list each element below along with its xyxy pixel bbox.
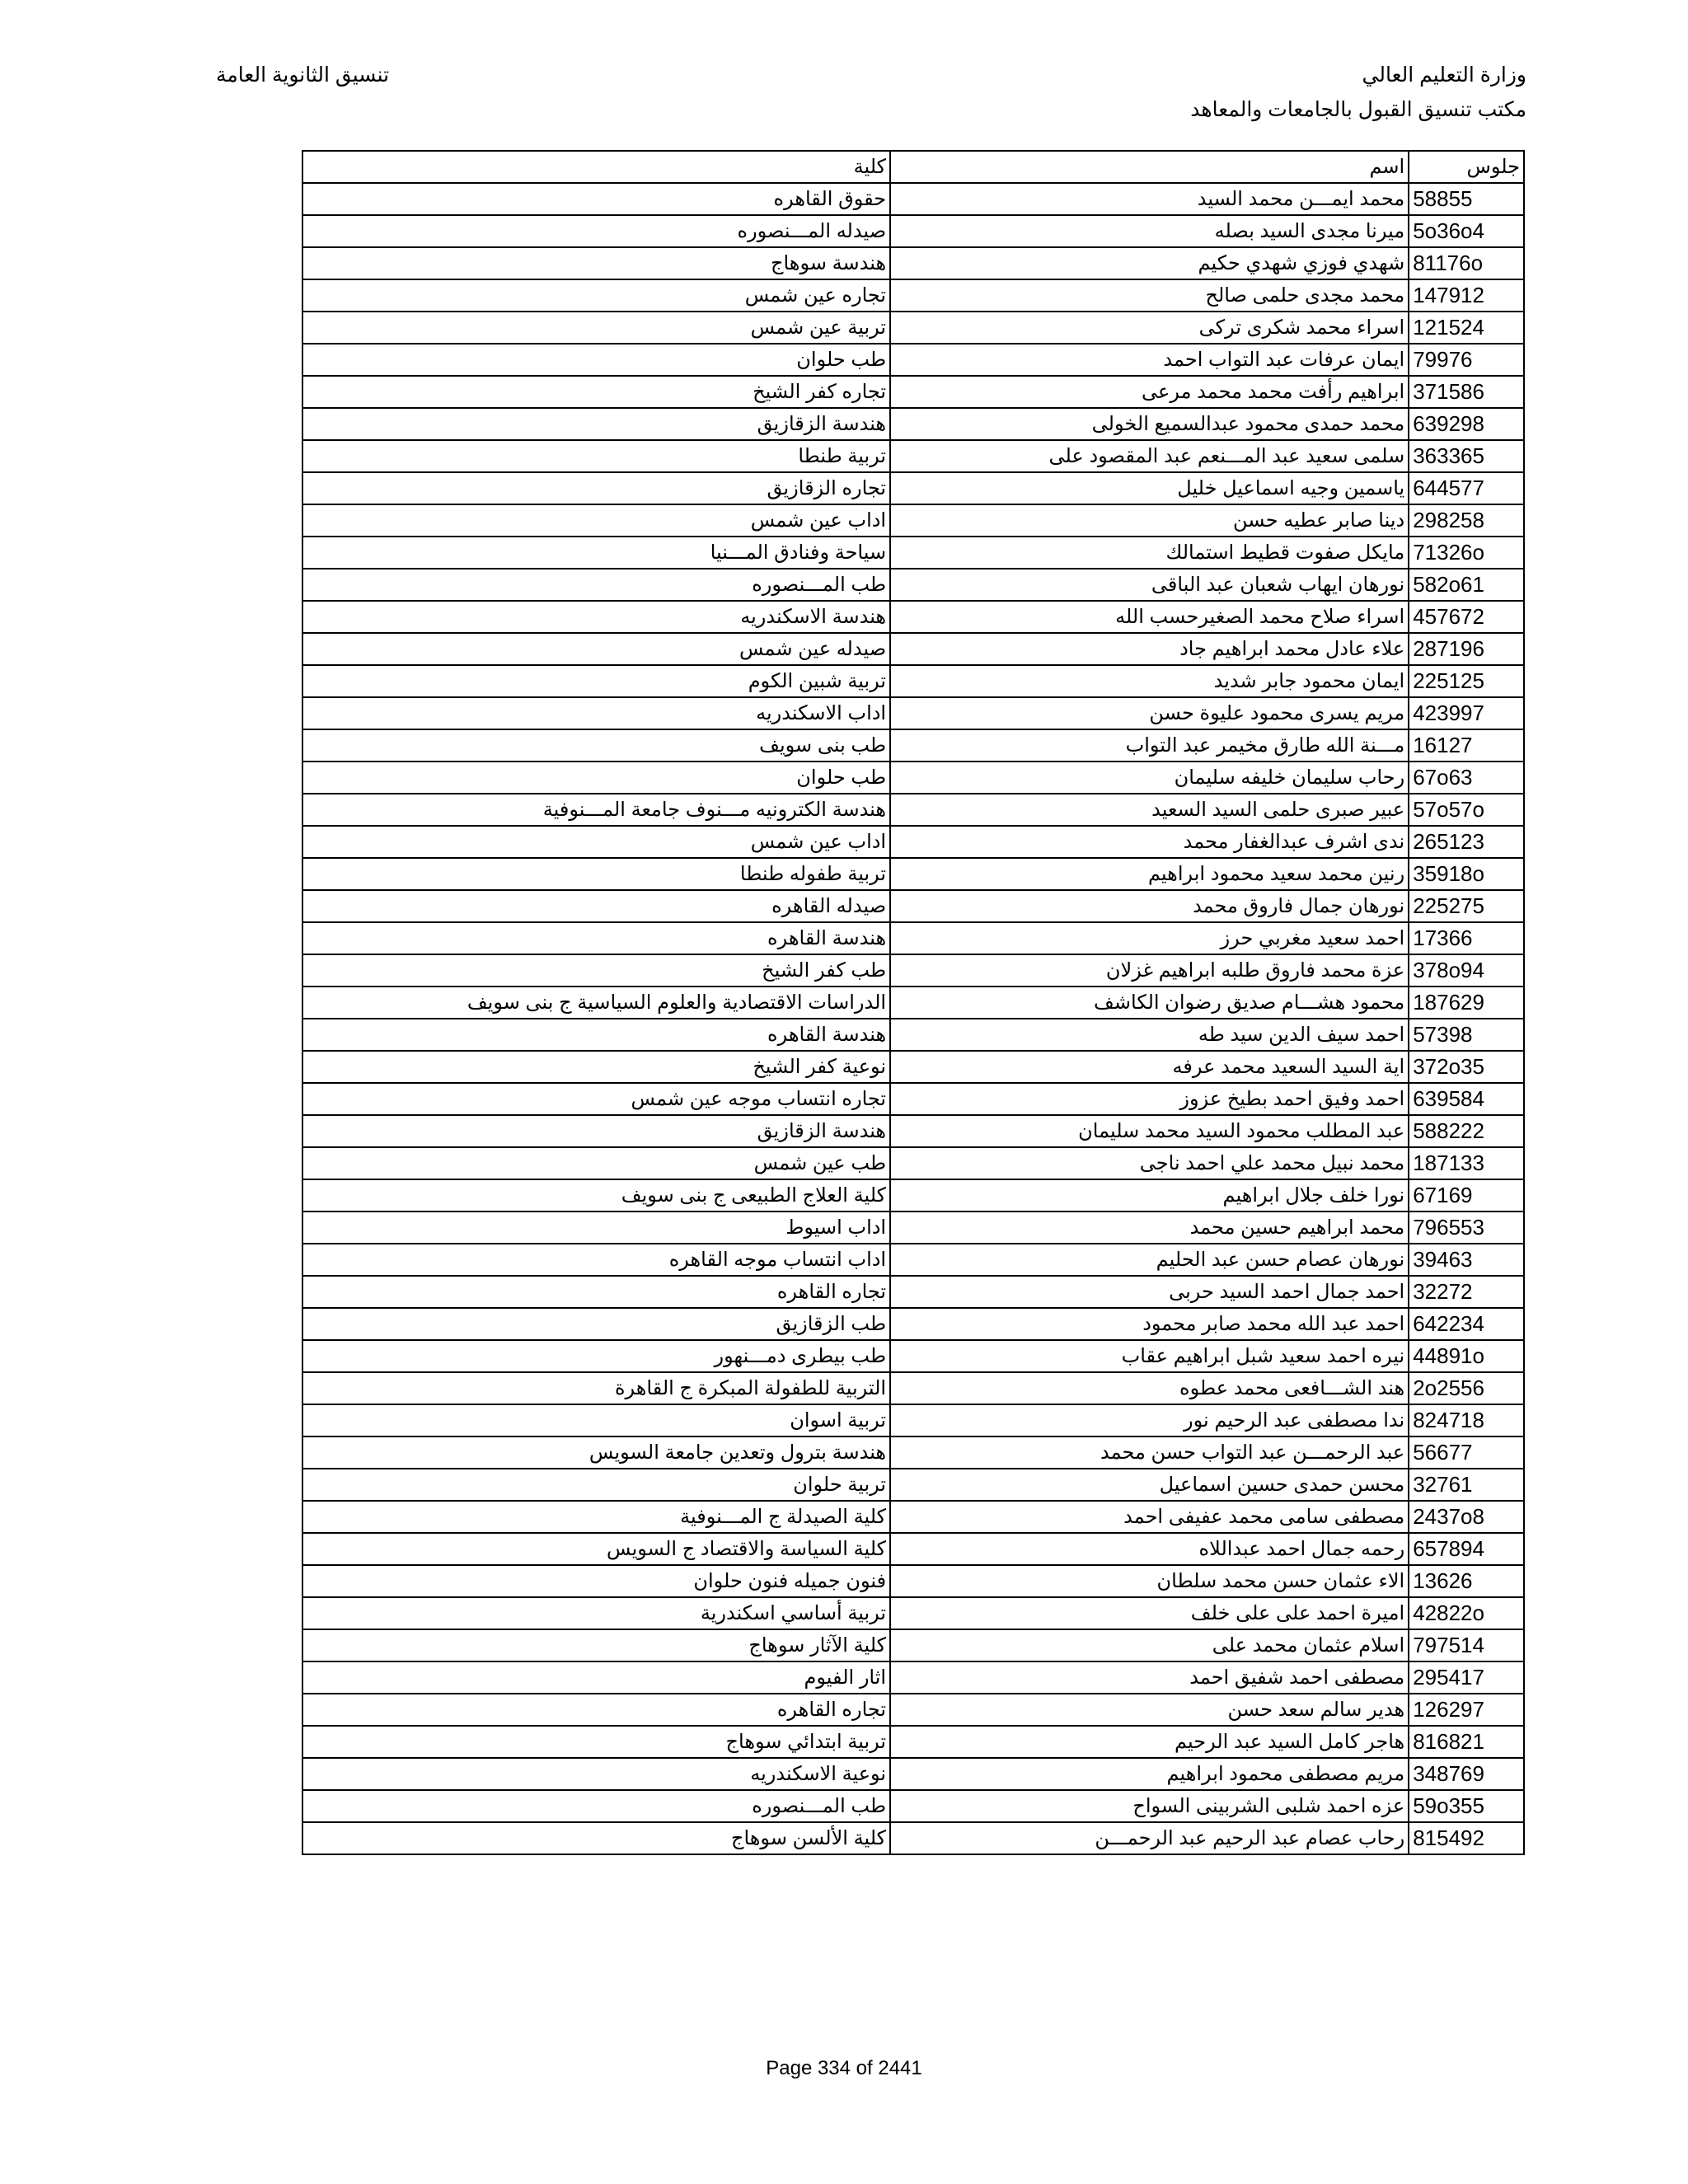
ministry-title: وزارة التعليم العالي — [1362, 63, 1526, 87]
table-row — [302, 1372, 1524, 1404]
student-name-cell: رحمه جمال احمد عبداللاه — [890, 1533, 1409, 1565]
student-name-cell: علاء عادل محمد ابراهيم جاد — [890, 633, 1409, 665]
seat-number-cell: 79976 — [1409, 344, 1524, 376]
faculty-cell: طب الزقازيق — [302, 1308, 890, 1340]
faculty-cell: تربية طنطا — [302, 440, 890, 472]
coordination-title: تنسيق الثانوية العامة — [216, 63, 390, 87]
table-row — [302, 729, 1524, 762]
seat-number-cell: 32272 — [1409, 1276, 1524, 1308]
student-name-cell: سلمى سعيد عبد المـــنعم عبد المقصود على — [890, 440, 1409, 472]
faculty-cell: تربية أساسي اسكندرية — [302, 1597, 890, 1629]
seat-number-cell: 67o63 — [1409, 762, 1524, 794]
faculty-cell: تجاره كفر الشيخ — [302, 376, 890, 408]
faculty-cell: تربية شبين الكوم — [302, 665, 890, 697]
student-name-cell: ميرنا مجدى السيد بصله — [890, 215, 1409, 247]
student-name-cell: عبد المطلب محمود السيد محمد سليمان — [890, 1115, 1409, 1147]
student-name-cell: مصطفى سامى محمد عفيفى احمد — [890, 1501, 1409, 1533]
seat-number-cell: 378o94 — [1409, 954, 1524, 987]
seat-number-cell: 81176o — [1409, 247, 1524, 279]
table-row — [302, 569, 1524, 601]
table-row — [302, 504, 1524, 537]
table-row — [302, 1436, 1524, 1469]
seat-number-cell: 32761 — [1409, 1469, 1524, 1501]
office-title: مكتب تنسيق القبول بالجامعات والمعاهد — [1190, 98, 1526, 121]
seat-number-cell: 639584 — [1409, 1083, 1524, 1115]
student-name-cell: احمد وفيق احمد بطيخ عزوز — [890, 1083, 1409, 1115]
seat-number-cell: 363365 — [1409, 440, 1524, 472]
seat-number-cell: 824718 — [1409, 1404, 1524, 1436]
faculty-cell: طب عين شمس — [302, 1147, 890, 1179]
faculty-cell: كلية العلاج الطبيعى ج بنى سويف — [302, 1179, 890, 1212]
faculty-cell: طب حلوان — [302, 762, 890, 794]
table-row — [302, 890, 1524, 922]
table-row — [302, 665, 1524, 697]
seat-number-cell: 298258 — [1409, 504, 1524, 537]
seat-number-cell: 13626 — [1409, 1565, 1524, 1597]
student-name-cell: احمد سعيد مغربي حرز — [890, 922, 1409, 954]
seat-number-cell: 16127 — [1409, 729, 1524, 762]
student-name-cell: احمد عبد الله محمد صابر محمود — [890, 1308, 1409, 1340]
student-name-cell: محمد نبيل محمد علي احمد ناجى — [890, 1147, 1409, 1179]
student-name-cell: محمد ابراهيم حسين محمد — [890, 1212, 1409, 1244]
student-name-cell: محسن حمدى حسين اسماعيل — [890, 1469, 1409, 1501]
faculty-cell: تربية حلوان — [302, 1469, 890, 1501]
seat-number-cell: 225125 — [1409, 665, 1524, 697]
table-row — [302, 1276, 1524, 1308]
table-row — [302, 697, 1524, 729]
faculty-cell: هندسة الكترونيه مـــنوف جامعة المـــنوفية — [302, 794, 890, 826]
seat-number-cell: 39463 — [1409, 1244, 1524, 1276]
faculty-cell: طب بيطرى دمـــنهور — [302, 1340, 890, 1372]
seat-number-cell: 67169 — [1409, 1179, 1524, 1212]
table-row — [302, 440, 1524, 472]
table-row — [302, 1533, 1524, 1565]
faculty-cell: حقوق القاهره — [302, 183, 890, 215]
table-row — [302, 1661, 1524, 1694]
faculty-cell: هندسة الاسكندريه — [302, 601, 890, 633]
seat-number-cell: 187133 — [1409, 1147, 1524, 1179]
seat-number-cell: 657894 — [1409, 1533, 1524, 1565]
faculty-cell: صيدله عين شمس — [302, 633, 890, 665]
faculty-cell: التربية للطفولة المبكرة ج القاهرة — [302, 1372, 890, 1404]
faculty-cell: تربية طفوله طنطا — [302, 858, 890, 890]
seat-number-cell: 17366 — [1409, 922, 1524, 954]
seat-number-cell: 225275 — [1409, 890, 1524, 922]
seat-number-cell: 287196 — [1409, 633, 1524, 665]
student-name-cell: مـــنة الله طارق مخيمر عبد التواب — [890, 729, 1409, 762]
student-name-cell: هاجر كامل السيد عبد الرحيم — [890, 1726, 1409, 1758]
student-name-cell: مريم يسرى محمود عليوة حسن — [890, 697, 1409, 729]
student-name-cell: هند الشـــافعى محمد عطوه — [890, 1372, 1409, 1404]
student-name-cell: احمد جمال احمد السيد حربى — [890, 1276, 1409, 1308]
seat-number-cell: 371586 — [1409, 376, 1524, 408]
table-row — [302, 1340, 1524, 1372]
faculty-cell: اثار الفيوم — [302, 1661, 890, 1694]
faculty-cell: تجاره الزقازيق — [302, 472, 890, 504]
faculty-cell: هندسة سوهاج — [302, 247, 890, 279]
faculty-cell: اداب انتساب موجه القاهره — [302, 1244, 890, 1276]
faculty-cell: كلية السياسة والاقتصاد ج السويس — [302, 1533, 890, 1565]
student-name-cell: مايكل صفوت قطيط استمالك — [890, 537, 1409, 569]
faculty-cell: هندسة الزقازيق — [302, 1115, 890, 1147]
faculty-cell: طب بنى سويف — [302, 729, 890, 762]
seat-number-cell: 57398 — [1409, 1019, 1524, 1051]
student-name-cell: ايمان عرفات عبد التواب احمد — [890, 344, 1409, 376]
student-name-cell: نورا خلف جلال ابراهيم — [890, 1179, 1409, 1212]
student-name-cell: محمود هشـــام صديق رضوان الكاشف — [890, 987, 1409, 1019]
page-number: Page 334 of 2441 — [766, 2057, 922, 2079]
header-seat: جلوس — [1409, 151, 1524, 183]
faculty-cell: طب كفر الشيخ — [302, 954, 890, 987]
faculty-cell: فنون جميله فنون حلوان — [302, 1565, 890, 1597]
seat-number-cell: 2o2556 — [1409, 1372, 1524, 1404]
student-name-cell: اية السيد السعيد محمد عرفه — [890, 1051, 1409, 1083]
faculty-cell: تجاره انتساب موجه عين شمس — [302, 1083, 890, 1115]
table-row — [302, 826, 1524, 858]
faculty-cell: صيدله المـــنصوره — [302, 215, 890, 247]
faculty-cell: هندسة الزقازيق — [302, 408, 890, 440]
student-name-cell: نورهان جمال فاروق محمد — [890, 890, 1409, 922]
table-row — [302, 1147, 1524, 1179]
roster-table — [302, 150, 1525, 1855]
seat-number-cell: 588222 — [1409, 1115, 1524, 1147]
table-row — [302, 344, 1524, 376]
table-row — [302, 408, 1524, 440]
seat-number-cell: 457672 — [1409, 601, 1524, 633]
student-name-cell: اسراء صلاح محمد الصغيرحسب الله — [890, 601, 1409, 633]
student-name-cell: عزه احمد شلبى الشربينى السواح — [890, 1790, 1409, 1822]
table-row — [302, 1404, 1524, 1436]
student-name-cell: رنين محمد سعيد محمود ابراهيم — [890, 858, 1409, 890]
faculty-cell: صيدله القاهره — [302, 890, 890, 922]
table-row — [302, 794, 1524, 826]
seat-number-cell: 423997 — [1409, 697, 1524, 729]
table-row — [302, 215, 1524, 247]
student-name-cell: مصطفى احمد شفيق احمد — [890, 1661, 1409, 1694]
faculty-cell: طب المـــنصوره — [302, 569, 890, 601]
seat-number-cell: 642234 — [1409, 1308, 1524, 1340]
student-name-cell: نورهان عصام حسن عبد الحليم — [890, 1244, 1409, 1276]
faculty-cell: هندسة بترول وتعدين جامعة السويس — [302, 1436, 890, 1469]
faculty-cell: طب حلوان — [302, 344, 890, 376]
table-row — [302, 279, 1524, 312]
student-name-cell: ابراهيم رأفت محمد محمد مرعى — [890, 376, 1409, 408]
table-row — [302, 1726, 1524, 1758]
student-name-cell: شهدي فوزي شهدي حكيم — [890, 247, 1409, 279]
seat-number-cell: 147912 — [1409, 279, 1524, 312]
faculty-cell: تجاره القاهره — [302, 1276, 890, 1308]
faculty-cell: الدراسات الاقتصادية والعلوم السياسية ج بنى سويف — [302, 987, 890, 1019]
table-row — [302, 247, 1524, 279]
table-row — [302, 1469, 1524, 1501]
student-name-cell: محمد حمدى محمود عبدالسميع الخولى — [890, 408, 1409, 440]
faculty-cell: كلية الصيدلة ج المـــنوفية — [302, 1501, 890, 1533]
table-row — [302, 1565, 1524, 1597]
table-row — [302, 1019, 1524, 1051]
faculty-cell: تجاره عين شمس — [302, 279, 890, 312]
seat-number-cell: 44891o — [1409, 1340, 1524, 1372]
seat-number-cell: 295417 — [1409, 1661, 1524, 1694]
table-row — [302, 537, 1524, 569]
roster-table-container — [302, 150, 1525, 1855]
table-row — [302, 858, 1524, 890]
faculty-cell: نوعية الاسكندريه — [302, 1758, 890, 1790]
table-row — [302, 1115, 1524, 1147]
table-row — [302, 1244, 1524, 1276]
table-row — [302, 954, 1524, 987]
seat-number-cell: 42822o — [1409, 1597, 1524, 1629]
table-row — [302, 1694, 1524, 1726]
page-header-right — [1190, 58, 1526, 127]
seat-number-cell: 582o61 — [1409, 569, 1524, 601]
student-name-cell: الاء عثمان حسن محمد سلطان — [890, 1565, 1409, 1597]
seat-number-cell: 126297 — [1409, 1694, 1524, 1726]
seat-number-cell: 644577 — [1409, 472, 1524, 504]
faculty-cell: سياحة وفنادق المـــنيا — [302, 537, 890, 569]
seat-number-cell: 58855 — [1409, 183, 1524, 215]
seat-number-cell: 796553 — [1409, 1212, 1524, 1244]
faculty-cell: هندسة القاهره — [302, 922, 890, 954]
seat-number-cell: 815492 — [1409, 1822, 1524, 1854]
table-row — [302, 601, 1524, 633]
student-name-cell: مريم مصطفى محمود ابراهيم — [890, 1758, 1409, 1790]
table-row — [302, 987, 1524, 1019]
student-name-cell: ايمان محمود جابر شديد — [890, 665, 1409, 697]
student-name-cell: ياسمين وجيه اسماعيل خليل — [890, 472, 1409, 504]
student-name-cell: احمد سيف الدين سيد طه — [890, 1019, 1409, 1051]
table-row — [302, 1758, 1524, 1790]
seat-number-cell: 121524 — [1409, 312, 1524, 344]
faculty-cell: كلية الألسن سوهاج — [302, 1822, 890, 1854]
student-name-cell: ندى اشرف عبدالغفار محمد — [890, 826, 1409, 858]
table-row — [302, 1597, 1524, 1629]
student-name-cell: عبد الرحمـــن عبد التواب حسن محمد — [890, 1436, 1409, 1469]
header-name: اسم — [890, 151, 1409, 183]
table-row — [302, 472, 1524, 504]
faculty-cell: نوعية كفر الشيخ — [302, 1051, 890, 1083]
seat-number-cell: 797514 — [1409, 1629, 1524, 1661]
student-name-cell: عبير صبرى حلمى السيد السعيد — [890, 794, 1409, 826]
student-name-cell: عزة محمد فاروق طلبه ابراهيم غزلان — [890, 954, 1409, 987]
student-name-cell: اسراء محمد شكرى تركى — [890, 312, 1409, 344]
header-faculty: كلية — [302, 151, 890, 183]
table-row — [302, 1179, 1524, 1212]
table-row — [302, 1822, 1524, 1854]
student-name-cell: محمد مجدى حلمى صالح — [890, 279, 1409, 312]
faculty-cell: كلية الآثار سوهاج — [302, 1629, 890, 1661]
student-name-cell: دينا صابر عطيه حسن — [890, 504, 1409, 537]
table-row — [302, 633, 1524, 665]
faculty-cell: طب المـــنصوره — [302, 1790, 890, 1822]
faculty-cell: تربية ابتدائي سوهاج — [302, 1726, 890, 1758]
student-name-cell: نيره احمد سعيد شبل ابراهيم عقاب — [890, 1340, 1409, 1372]
student-name-cell: اسلام عثمان محمد على — [890, 1629, 1409, 1661]
seat-number-cell: 372o35 — [1409, 1051, 1524, 1083]
seat-number-cell: 2437o8 — [1409, 1501, 1524, 1533]
seat-number-cell: 348769 — [1409, 1758, 1524, 1790]
seat-number-cell: 59o355 — [1409, 1790, 1524, 1822]
faculty-cell: اداب عين شمس — [302, 504, 890, 537]
seat-number-cell: 56677 — [1409, 1436, 1524, 1469]
faculty-cell: هندسة القاهره — [302, 1019, 890, 1051]
table-row — [302, 312, 1524, 344]
table-row — [302, 1051, 1524, 1083]
table-header-row — [302, 151, 1524, 183]
table-row — [302, 1308, 1524, 1340]
table-row — [302, 922, 1524, 954]
table-row — [302, 1629, 1524, 1661]
student-name-cell: هدير سالم سعد حسن — [890, 1694, 1409, 1726]
student-name-cell: محمد ايمـــن محمد السيد — [890, 183, 1409, 215]
seat-number-cell: 265123 — [1409, 826, 1524, 858]
table-row — [302, 376, 1524, 408]
seat-number-cell: 57o57o — [1409, 794, 1524, 826]
faculty-cell: تربية عين شمس — [302, 312, 890, 344]
table-row — [302, 1083, 1524, 1115]
seat-number-cell: 71326o — [1409, 537, 1524, 569]
seat-number-cell: 187629 — [1409, 987, 1524, 1019]
seat-number-cell: 816821 — [1409, 1726, 1524, 1758]
faculty-cell: اداب الاسكندريه — [302, 697, 890, 729]
table-row — [302, 1790, 1524, 1822]
faculty-cell: اداب اسيوط — [302, 1212, 890, 1244]
seat-number-cell: 639298 — [1409, 408, 1524, 440]
student-name-cell: اميرة احمد على على خلف — [890, 1597, 1409, 1629]
faculty-cell: تجاره القاهره — [302, 1694, 890, 1726]
table-row — [302, 1501, 1524, 1533]
student-name-cell: رحاب سليمان خليفه سليمان — [890, 762, 1409, 794]
table-row — [302, 1212, 1524, 1244]
faculty-cell: تربية اسوان — [302, 1404, 890, 1436]
faculty-cell: اداب عين شمس — [302, 826, 890, 858]
seat-number-cell: 5o36o4 — [1409, 215, 1524, 247]
seat-number-cell: 35918o — [1409, 858, 1524, 890]
student-name-cell: ندا مصطفى عبد الرحيم نور — [890, 1404, 1409, 1436]
table-row — [302, 183, 1524, 215]
table-row — [302, 762, 1524, 794]
student-name-cell: رحاب عصام عبد الرحيم عبد الرحمـــن — [890, 1822, 1409, 1854]
student-name-cell: نورهان ايهاب شعبان عبد الباقى — [890, 569, 1409, 601]
